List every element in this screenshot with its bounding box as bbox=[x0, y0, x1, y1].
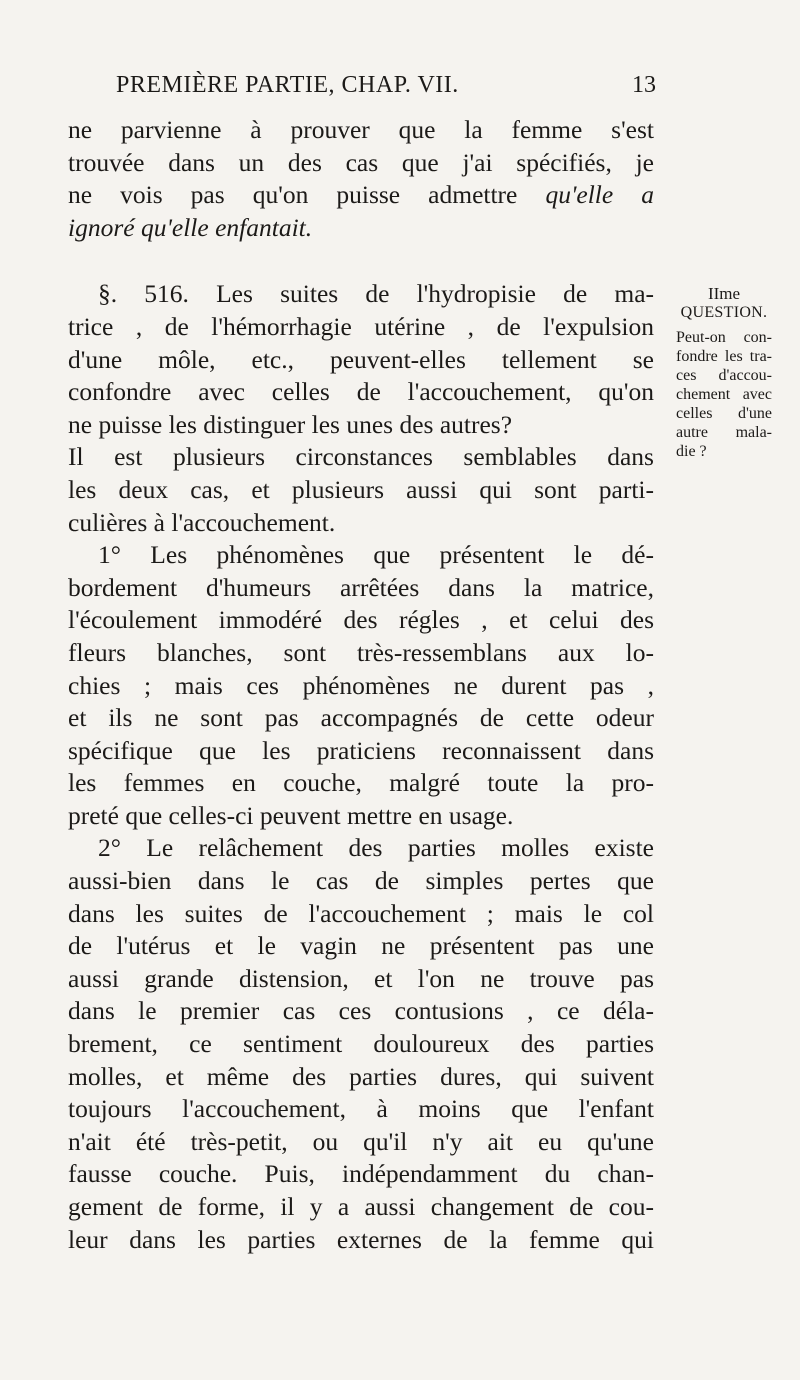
text-line: aussi-bien dans le cas de simples pertes que bbox=[68, 866, 654, 896]
text-line: chies ; mais ces phénomènes ne durent pas , bbox=[68, 670, 654, 700]
item-2-start: 2° Le relâchement des parties molles existe bbox=[98, 833, 654, 863]
text-line: n'ait été très-petit, ou qu'il n'y ait eu qu'une bbox=[68, 1126, 654, 1156]
text-line: leur dans les parties externes de la femme qui bbox=[68, 1224, 654, 1254]
text-line: culières à l'accouchement. bbox=[68, 507, 336, 537]
text-line: spécifique que les praticiens reconnaissent dans bbox=[68, 735, 654, 765]
text-line: brement, ce sentiment douloureux des parties bbox=[68, 1029, 654, 1059]
text-line: fleurs blanches, sont très-ressemblans aux lo- bbox=[68, 637, 654, 667]
text-line: trouvée dans un des cas que j'ai spécifiés, je bbox=[68, 147, 654, 177]
margin-note-line: ces d'accou- bbox=[676, 367, 772, 384]
text-line: fausse couche. Puis, indépendamment du chan- bbox=[68, 1159, 654, 1189]
item-1-start: 1° Les phénomènes que présentent le dé- bbox=[98, 540, 654, 570]
text-line: ne puisse les distinguer les unes des autres? bbox=[68, 409, 513, 439]
margin-note-line: celles d'une bbox=[676, 405, 772, 422]
text-line: aussi grande distension, et l'on ne trouve pas bbox=[68, 963, 654, 993]
text-line: toujours l'accouchement, à moins que l'enfant bbox=[68, 1094, 654, 1124]
text-line: dans le premier cas ces contusions , ce déla- bbox=[68, 996, 654, 1026]
text-line: preté que celles-ci peuvent mettre en usage. bbox=[68, 800, 514, 830]
text-line: Il est plusieurs circonstances semblables dans bbox=[68, 442, 654, 472]
margin-note-line: die ? bbox=[676, 443, 707, 460]
running-header bbox=[116, 72, 656, 108]
margin-note-line: chement avec bbox=[676, 386, 772, 403]
text-line: gement de forme, il y a aussi changement de cou- bbox=[68, 1192, 654, 1221]
margin-note-line: autre mala- bbox=[676, 424, 772, 441]
text-line: bordement d'humeurs arrêtées dans la matrice, bbox=[68, 572, 654, 602]
margin-note-number: IIme bbox=[707, 284, 741, 303]
text-line: ignoré qu'elle enfantait. bbox=[68, 212, 313, 242]
margin-note-title: QUESTION. bbox=[680, 304, 768, 321]
text-line: et ils ne sont pas accompagnés de cette odeur bbox=[68, 703, 654, 733]
text-line: les femmes en couche, malgré toute la pro- bbox=[68, 768, 654, 798]
running-title: PREMIÈRE PARTIE, CHAP. VII. bbox=[116, 72, 459, 98]
text-line: ne parvienne à prouver que la femme s'est bbox=[68, 115, 654, 144]
italic-segment: qu'elle a bbox=[545, 180, 654, 210]
margin-note bbox=[676, 284, 772, 461]
text-line: trice , de l'hémorrhagie utérine , de l'expulsion bbox=[68, 311, 654, 341]
text-line: dans les suites de l'accouchement ; mais le col bbox=[68, 898, 654, 928]
text-line: les deux cas, et plusieurs aussi qui sont parti- bbox=[68, 474, 654, 504]
text-line bbox=[68, 179, 654, 212]
margin-note-line: Peut-on con- bbox=[676, 329, 772, 346]
text-line: l'écoulement immodéré des régles , et celui des bbox=[68, 605, 654, 635]
margin-note-line: fondre les tra- bbox=[676, 348, 772, 365]
text-line: confondre avec celles de l'accouchement, qu'on bbox=[68, 377, 654, 407]
text-line: d'une môle, etc., peuvent-elles tellement se bbox=[68, 344, 654, 374]
body-text bbox=[68, 114, 654, 1256]
page-number: 13 bbox=[632, 72, 656, 98]
text-segment: ne vois pas qu'on puisse admettre bbox=[68, 180, 518, 210]
section-516-start: §. 516. Les suites de l'hydropisie de ma- bbox=[98, 279, 654, 309]
text-line: molles, et même des parties dures, qui suivent bbox=[68, 1061, 654, 1091]
paragraph-gap bbox=[68, 244, 654, 278]
text-line: de l'utérus et le vagin ne présentent pas une bbox=[68, 931, 654, 961]
